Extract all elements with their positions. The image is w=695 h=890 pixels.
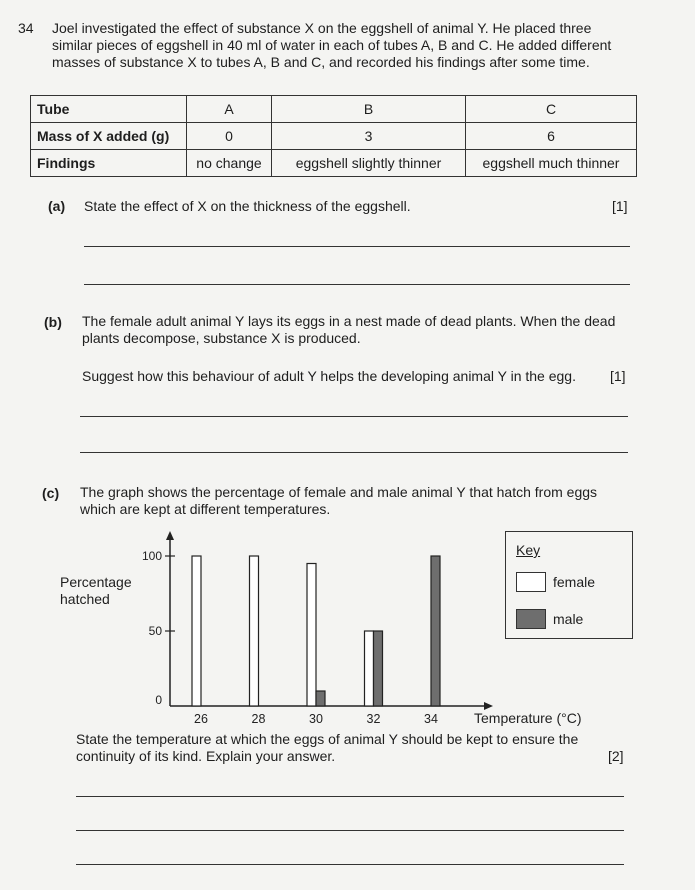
legend-label-male: male (553, 611, 584, 627)
part-a-marks: [1] (612, 198, 628, 214)
answer-line[interactable] (76, 796, 624, 797)
chart-xlabel: Temperature (°C) (474, 710, 582, 726)
part-a-label: (a) (48, 198, 66, 214)
y-tick-label: 0 (155, 693, 162, 707)
y-tick-label: 50 (148, 624, 162, 638)
part-c-question (76, 731, 578, 765)
x-axis-arrow (484, 702, 493, 710)
table-cell: eggshell slightly thinner (272, 150, 466, 177)
x-tick-label: 32 (366, 712, 381, 726)
part-b-question: Suggest how this behaviour of adult Y helps the developing animal Y in the egg. (82, 368, 576, 384)
part-b-label: (b) (44, 314, 62, 330)
answer-line[interactable] (76, 864, 624, 865)
bar-female (307, 564, 316, 707)
answer-line[interactable] (76, 830, 624, 831)
bar-male (374, 631, 383, 706)
legend-swatch-female (516, 572, 546, 592)
table-row (31, 150, 637, 177)
part-c-line: The graph shows the percentage of female and male animal Y that hatch from eggs (80, 484, 598, 500)
x-tick-label: 26 (194, 712, 208, 726)
table-cell: 0 (187, 123, 272, 150)
part-c-line: which are kept at different temperatures. (80, 501, 331, 517)
x-tick-label: 28 (251, 712, 266, 726)
bar-male (316, 691, 325, 706)
y-axis-arrow (166, 531, 174, 540)
part-c-label: (c) (42, 485, 60, 501)
bar-female (365, 631, 374, 706)
table-header-cell: Tube (31, 96, 187, 123)
part-c-question-line: continuity of its kind. Explain your answer. (76, 748, 336, 764)
part-c-text (80, 484, 597, 518)
answer-line[interactable] (80, 452, 628, 453)
bar-male (431, 556, 440, 706)
bar-female (192, 556, 201, 706)
table-cell: A (187, 96, 272, 123)
table-cell: B (272, 96, 466, 123)
x-tick-label: 34 (424, 712, 438, 726)
chart-legend (505, 531, 633, 639)
question-number: 34 (18, 20, 34, 36)
legend-swatch-male (516, 609, 546, 629)
answer-line[interactable] (80, 416, 628, 417)
question-intro (52, 20, 652, 71)
x-tick-label: 30 (309, 712, 323, 726)
legend-label-female: female (553, 574, 596, 590)
table-row (31, 123, 637, 150)
part-c-marks: [2] (608, 748, 624, 764)
answer-line[interactable] (84, 284, 630, 285)
table-cell: 3 (272, 123, 466, 150)
results-table (30, 95, 637, 177)
table-header-cell: Mass of X added (g) (31, 123, 187, 150)
part-b-text (82, 313, 615, 347)
table-row (31, 96, 637, 123)
intro-line: similar pieces of eggshell in 40 ml of water in each of tubes A, B and C. He added different (52, 37, 612, 53)
answer-line[interactable] (84, 246, 630, 247)
intro-line: Joel investigated the effect of substance X on the eggshell of animal Y. He placed three (52, 20, 592, 36)
table-cell: 6 (466, 123, 637, 150)
intro-line: masses of substance X to tubes A, B and C, and recorded his findings after some time. (52, 54, 590, 70)
part-c-question-line: State the temperature at which the eggs of animal Y should be kept to ensure the (76, 731, 579, 747)
table-cell: C (466, 96, 637, 123)
bar-female (250, 556, 259, 706)
part-b-marks: [1] (610, 368, 626, 384)
table-cell: eggshell much thinner (466, 150, 637, 177)
legend-title: Key (516, 542, 541, 558)
part-b-line: The female adult animal Y lays its eggs in a nest made of dead plants. When the dead (82, 313, 616, 329)
y-tick-label: 100 (141, 549, 162, 563)
table-header-cell: Findings (31, 150, 187, 177)
table-cell: no change (187, 150, 272, 177)
part-b-line: plants decompose, substance X is produced. (82, 330, 361, 346)
chart-ylabel-text: Percentage hatched (60, 574, 132, 607)
part-a-question: State the effect of X on the thickness of the eggshell. (84, 198, 411, 214)
